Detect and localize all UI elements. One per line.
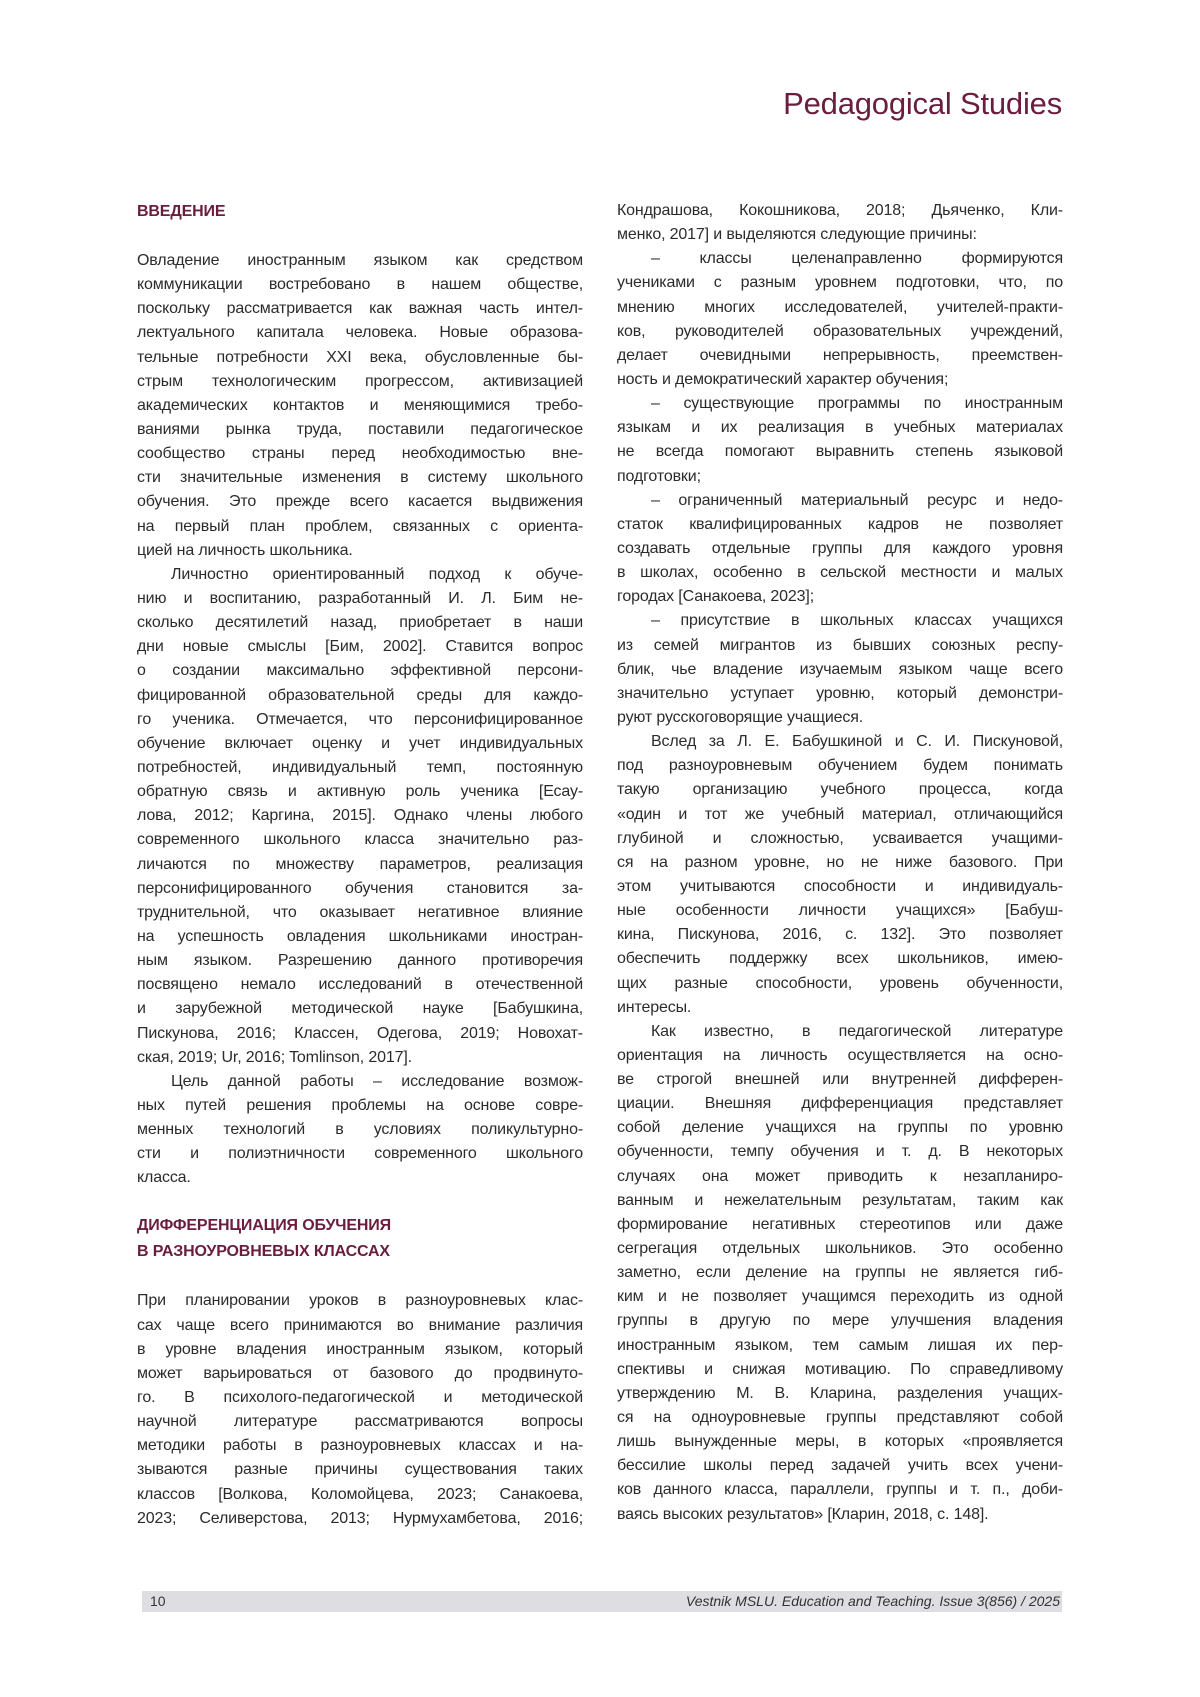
paragraph [617,392,1063,489]
text-line: При планировании уроков в разноуровневых клас- [137,1289,583,1313]
text-line: блик, чье владение изучаемым языком чаще всего [617,658,1063,682]
paragraph [137,249,583,563]
text-line: Цель данной работы – исследование возмож- [137,1070,583,1094]
section-heading [137,199,583,225]
text-line: сообщество страны перед необходимостью вне- [137,442,583,466]
text-line: создавать отдельные группы для каждого уровня [617,537,1063,561]
text-line: Личностно ориентированный подход к обуче- [137,563,583,587]
paragraph [617,1020,1063,1527]
text-line: руют русскоговорящие учащиеся. [617,706,1063,730]
text-line: ваниями рынка труда, поставили педагогическое [137,418,583,442]
text-line: сах чаще всего принимаются во внимание различия [137,1314,583,1338]
text-line: зываются разные причины существования таких [137,1458,583,1482]
text-line: 2023; Селиверстова, 2013; Нурмухамбетова, 2016; [137,1507,583,1531]
text-line: научной литературе рассматриваются вопросы [137,1410,583,1434]
text-line: потребностей, индивидуальный темп, постоянную [137,756,583,780]
text-line: го. В психолого-педагогической и методической [137,1386,583,1410]
text-line: сколько десятилетий назад, приобретает в наши [137,611,583,635]
journal-citation: Vestnik MSLU. Education and Teaching. Issue 3(856) / 2025 [686,1591,1060,1612]
text-line: не всегда помогают выравнить степень языковой [617,440,1063,464]
text-line: заметно, если деление на группы не является гиб- [617,1261,1063,1285]
text-line: лишь вынужденные меры, в которых «проявляется [617,1430,1063,1454]
text-line: менных технологий в условиях поликультурно- [137,1118,583,1142]
text-line: персонифицированного обучения становится за- [137,877,583,901]
text-line: методики работы в разноуровневых классах и на- [137,1434,583,1458]
text-line: в школах, особенно в сельской местности и малых [617,561,1063,585]
text-line: обучение включает оценку и учет индивидуальных [137,732,583,756]
text-line: класса. [137,1166,583,1190]
text-line: мнению многих исследователей, учителей-практи- [617,296,1063,320]
text-line: Пискунова, 2016; Классен, Одегова, 2019; Новохат- [137,1022,583,1046]
text-line: ным языком. Разрешению данного противоречия [137,949,583,973]
text-line: щих разные способности, уровень обученности, [617,972,1063,996]
text-line: современного школьного класса значительно раз- [137,828,583,852]
text-line: в уровне владения иностранным языком, который [137,1338,583,1362]
text-line: ков данного класса, параллели, группы и т. п., доби- [617,1478,1063,1502]
section-heading [137,1213,583,1265]
page-footer [142,1591,1062,1612]
running-head-section-title: Pedagogical Studies [783,86,1062,122]
text-line: собой деление учащихся на группы по уровню [617,1116,1063,1140]
text-line: сегрегация отдельных школьников. Это особенно [617,1237,1063,1261]
text-line: классов [Волкова, Коломойцева, 2023; Санакоева, [137,1483,583,1507]
text-line: – ограниченный материальный ресурс и недо- [617,489,1063,513]
text-line: может варьироваться от базового до продвинуто- [137,1362,583,1386]
text-line: ваясь высоких результатов» [Кларин, 2018, с. 148]. [617,1503,1063,1527]
left-column [137,199,583,1531]
paragraph [617,199,1063,247]
text-line: ская, 2019; Ur, 2016; Tomlinson, 2017]. [137,1046,583,1070]
text-line: цией на личность школьника. [137,539,583,563]
heading-line: ВВЕДЕНИЕ [137,199,583,225]
text-line: этом учитываются способности и индивидуаль- [617,875,1063,899]
text-line: коммуникации востребовано в нашем обществе, [137,273,583,297]
text-line: ков, руководителей образовательных учреждений, [617,320,1063,344]
text-line: нию и воспитанию, разработанный И. Л. Бим не- [137,587,583,611]
text-line: академических контактов и меняющимися требо- [137,394,583,418]
text-line: подготовки; [617,465,1063,489]
text-line: на первый план проблем, связанных с ориента- [137,515,583,539]
text-line: делает очевидными непрерывность, преемствен- [617,344,1063,368]
text-line: обученности, темпу обучения и т. д. В некоторых [617,1140,1063,1164]
text-line: такую организацию учебного процесса, когда [617,778,1063,802]
text-line: поскольку рассматривается как важная часть интел- [137,297,583,321]
text-line: интересы. [617,996,1063,1020]
text-line: – присутствие в школьных классах учащихся [617,609,1063,633]
text-line: Вслед за Л. Е. Бабушкиной и С. И. Пискуновой, [617,730,1063,754]
text-line: тельные потребности XXI века, обусловленные бы- [137,346,583,370]
text-line: ных путей решения проблемы на основе совре- [137,1094,583,1118]
text-line: формирование негативных стереотипов или даже [617,1213,1063,1237]
paragraph [137,563,583,1070]
text-line: дни новые смыслы [Бим, 2002]. Ставится вопрос [137,635,583,659]
text-line: труднительной, что оказывает негативное влияние [137,901,583,925]
text-line: стрым технологическим прогрессом, активизацией [137,370,583,394]
text-line: посвящено немало исследований в отечественной [137,973,583,997]
text-line: кина, Пискунова, 2016, с. 132]. Это позволяет [617,923,1063,947]
text-line: го ученика. Отмечается, что персонифицированное [137,708,583,732]
text-line: обучения. Это прежде всего касается выдвижения [137,490,583,514]
text-line: иностранным языком, тем самым лишая их пер- [617,1334,1063,1358]
text-line: ся на одноуровневые группы представляют собой [617,1406,1063,1430]
text-line: лектуального капитала человека. Новые образова- [137,321,583,345]
text-line: ванным и нежелательным результатам, таким как [617,1189,1063,1213]
text-line: обеспечить поддержку всех школьников, имею- [617,947,1063,971]
text-line: обратную связь и активную роль ученика [Есау- [137,780,583,804]
text-line: на успешность овладения школьниками иностран- [137,925,583,949]
text-line: личаются по множеству параметров, реализация [137,853,583,877]
text-line: значительно уступает уровню, который демонстри- [617,682,1063,706]
text-line: о создании максимально эффективной персони- [137,659,583,683]
text-line: – существующие программы по иностранным [617,392,1063,416]
text-line: глубиной и сложностью, усваивается учащими- [617,827,1063,851]
paragraph [137,1289,583,1530]
paragraph [617,489,1063,610]
text-line: менко, 2017] и выделяются следующие причины: [617,223,1063,247]
text-line: – классы целенаправленно формируются [617,247,1063,271]
text-line: статок квалифицированных кадров не позволяет [617,513,1063,537]
text-line: под разноуровневым обучением будем понимать [617,754,1063,778]
text-line: городах [Санакоева, 2023]; [617,585,1063,609]
text-line: из семей мигрантов из бывших союзных респу- [617,634,1063,658]
text-line: ве строгой внешней или внутренней дифферен- [617,1068,1063,1092]
text-line: сти и полиэтничности современного школьного [137,1142,583,1166]
text-line: Овладение иностранным языком как средством [137,249,583,273]
text-line: учениками с разным уровнем подготовки, что, по [617,271,1063,295]
text-line: ориентация на личность осуществляется на осно- [617,1044,1063,1068]
paragraph [617,247,1063,392]
page-number: 10 [150,1591,166,1612]
text-line: циации. Внешняя дифференциация представляет [617,1092,1063,1116]
text-line: Кондрашова, Кокошникова, 2018; Дьяченко, Кли- [617,199,1063,223]
paragraph [617,730,1063,1020]
text-line: спективы и снижая мотивацию. По справедливому [617,1358,1063,1382]
text-line: ные особенности личности учащихся» [Бабуш- [617,899,1063,923]
text-line: случаях она может приводить к незапланиро- [617,1165,1063,1189]
text-line: утверждению М. В. Кларина, разделения учащих- [617,1382,1063,1406]
text-line: ность и демократический характер обучения; [617,368,1063,392]
right-column [617,199,1063,1527]
text-line: бессилие школы перед задачей учить всех учени- [617,1454,1063,1478]
text-line: и зарубежной методической науке [Бабушкина, [137,997,583,1021]
heading-line: ДИФФЕРЕНЦИАЦИЯ ОБУЧЕНИЯ [137,1213,583,1239]
text-line: ся на разном уровне, но не ниже базового. При [617,851,1063,875]
text-line: лова, 2012; Каргина, 2015]. Однако члены любого [137,804,583,828]
text-line: языкам и их реализация в учебных материалах [617,416,1063,440]
text-line: ким и не позволяет учащимся переходить из одной [617,1285,1063,1309]
text-line: сти значительные изменения в систему школьного [137,466,583,490]
paragraph [137,1070,583,1191]
text-line: Как известно, в педагогической литературе [617,1020,1063,1044]
paragraph [617,609,1063,730]
text-line: «один и тот же учебный материал, отличающийся [617,803,1063,827]
heading-line: В РАЗНОУРОВНЕВЫХ КЛАССАХ [137,1239,583,1265]
text-line: фицированной образовательной среды для каждо- [137,684,583,708]
text-line: группы в другую по мере улучшения владения [617,1309,1063,1333]
